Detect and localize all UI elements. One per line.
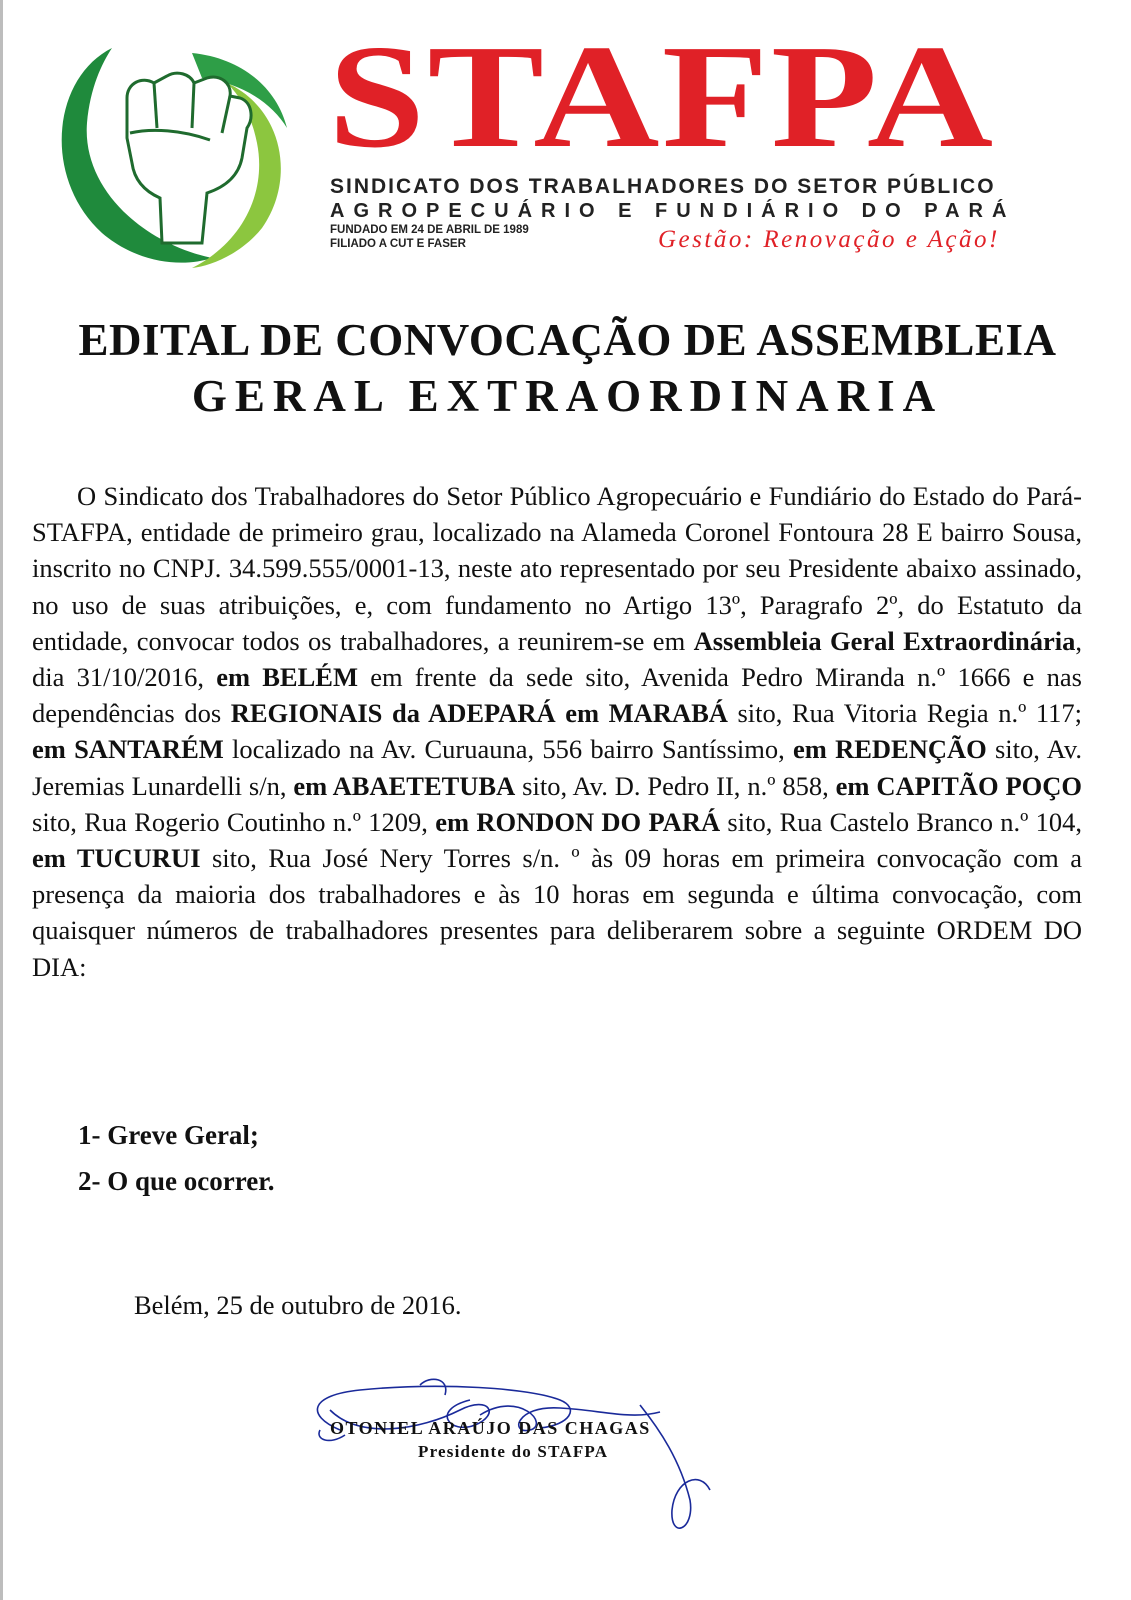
signer-name: OTONIEL ARAÚJO DAS CHAGAS (330, 1418, 651, 1438)
date-line: Belém, 25 de outubro de 2016. (134, 1290, 462, 1320)
body-text-4: sito, Rua Vitoria Regia n.º 117; (727, 698, 1083, 729)
slogan: Gestão: Renovação e Ação! (658, 226, 1000, 253)
union-name-line1: SINDICATO DOS TRABALHADORES DO SETOR PÚBLICO (330, 175, 996, 198)
body-paragraph (32, 478, 1082, 985)
fist-logo-icon (42, 28, 332, 273)
body-bold-6: em ABAETETUBA (293, 770, 516, 801)
agenda-list (78, 1112, 274, 1204)
letterhead (28, 15, 1103, 268)
signer-role: Presidente do STAFPA (418, 1442, 609, 1461)
body-bold-4: em SANTARÉM (32, 734, 224, 765)
title-line1: EDITAL DE CONVOCAÇÃO DE ASSEMBLEIA (78, 315, 1057, 365)
union-name-line2: AGROPECUÁRIO E FUNDIÁRIO DO PARÁ (330, 200, 1016, 222)
body-bold-9: em TUCURUI (32, 843, 201, 874)
body-bold-3: REGIONAIS da ADEPARÁ em MARABÁ (230, 698, 728, 729)
body-bold-2: em BELÉM (216, 662, 358, 693)
body-bold-7: em CAPITÃO POÇO (835, 770, 1083, 801)
affiliation-text: FILIADO A CUT E FASER (330, 238, 466, 250)
body-text-6: sito, Av. Jeremias Lunardelli s/n, (32, 734, 1082, 801)
body-text-8: sito, Rua Rogerio Coutinho n.º 1209, (32, 806, 436, 837)
body-bold-5: em REDENÇÃO (793, 734, 987, 765)
body-text-9: sito, Rua Castelo Branco n.º 104, (720, 806, 1083, 837)
handwritten-signature (300, 1370, 820, 1590)
agenda-item-2: 2- O que ocorrer. (78, 1166, 275, 1196)
body-text-5: localizado na Av. Curuauna, 556 bairro Santíssimo, (223, 734, 794, 765)
body-text-1: O Sindicato dos Trabalhadores do Setor Público Agropecuário e Fundiário do Estado do Pará-STAFPA, entidade de primeiro grau, localizado na Alameda Coronel Fontoura 28 E bairro Sousa, inscrito no CNPJ. 34.599.555/0001-13, neste ato representado por seu Presidente abaixo assinado, no uso de suas atribuições, e, com fundamento no Artigo 13º, Paragrafo 2º, do Estatuto da entidade, convocar todos os trabalhadores, a reunirem-se em (32, 481, 1082, 656)
body-bold-1: Assembleia Geral Extraordinária (693, 625, 1076, 656)
body-text-7: sito, Av. D. Pedro II, n.º 858, (515, 770, 836, 801)
body-bold-8: em RONDON DO PARÁ (435, 806, 721, 837)
founding-info (330, 223, 529, 251)
founded-text: FUNDADO EM 24 DE ABRIL DE 1989 (330, 224, 529, 236)
body-text-3: em frente da sede sito, Avenida Pedro Miranda n.º 1666 e nas dependências dos (32, 662, 1082, 729)
agenda-item-1: 1- Greve Geral; (78, 1120, 259, 1150)
body-text-2: , dia 31/10/2016, (32, 625, 1083, 693)
title-line2: GERAL EXTRAORDINARIA (191, 371, 944, 421)
body-text-10: sito, Rua José Nery Torres s/n. º às 09 horas em primeira convocação com a presença da maioria dos trabalhadores e às 10 horas em segunda e última convocação, com quaisquer números de trabalhadores presentes para deliberarem sobre a seguinte ORDEM DO DIA: (32, 843, 1082, 982)
document-title (30, 312, 1105, 424)
page-left-border (0, 0, 3, 1600)
brand-name: STAFPA (328, 15, 996, 179)
